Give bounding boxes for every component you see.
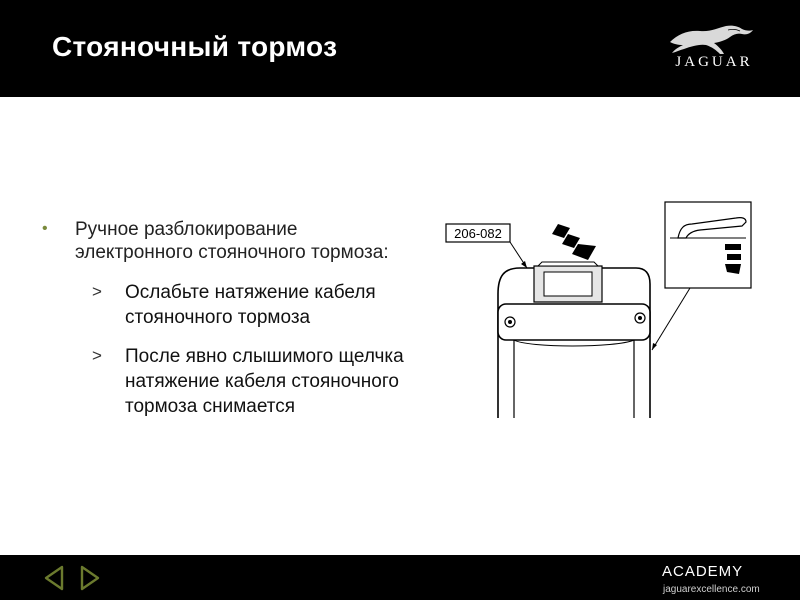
sub-item — [40, 344, 420, 419]
tool-number-label: 206-082 — [454, 226, 502, 241]
triangle-left-icon[interactable] — [42, 565, 66, 591]
site-url[interactable]: jaguarexcellence.com — [663, 584, 760, 595]
triangle-right-icon[interactable] — [78, 565, 102, 591]
inset-leader-arrowhead — [652, 343, 657, 350]
sub-item-marker: > — [92, 282, 102, 301]
bullet-item — [40, 218, 420, 264]
leader-arrowhead — [521, 261, 527, 268]
sub-item-marker: > — [92, 346, 102, 365]
bullet-dot-icon: • — [42, 220, 48, 237]
slide-content — [40, 218, 420, 419]
sub-item-text: Ослабьте натяжение кабеля стояночного тормоза — [125, 282, 376, 328]
sub-item — [40, 280, 420, 330]
academy-label: ACADEMY — [662, 563, 744, 580]
release-button — [534, 262, 602, 302]
header-bar — [0, 0, 800, 97]
sub-item-text: После явно слышимого щелчка натяжение кабеля стояночного тормоза снимается — [125, 346, 404, 417]
brand-wordmark: JAGUAR — [675, 54, 753, 70]
parking-brake-illustration — [440, 198, 760, 422]
page-title: Стояночный тормоз — [52, 31, 338, 62]
press-arrows — [552, 224, 596, 260]
inset-down-arrows — [725, 244, 741, 274]
bullet-text: Ручное разблокирование электронного стояночного тормоза: — [75, 219, 389, 263]
inset-leader-line — [652, 288, 690, 350]
jaguar-leaper-logo-icon — [668, 22, 754, 56]
